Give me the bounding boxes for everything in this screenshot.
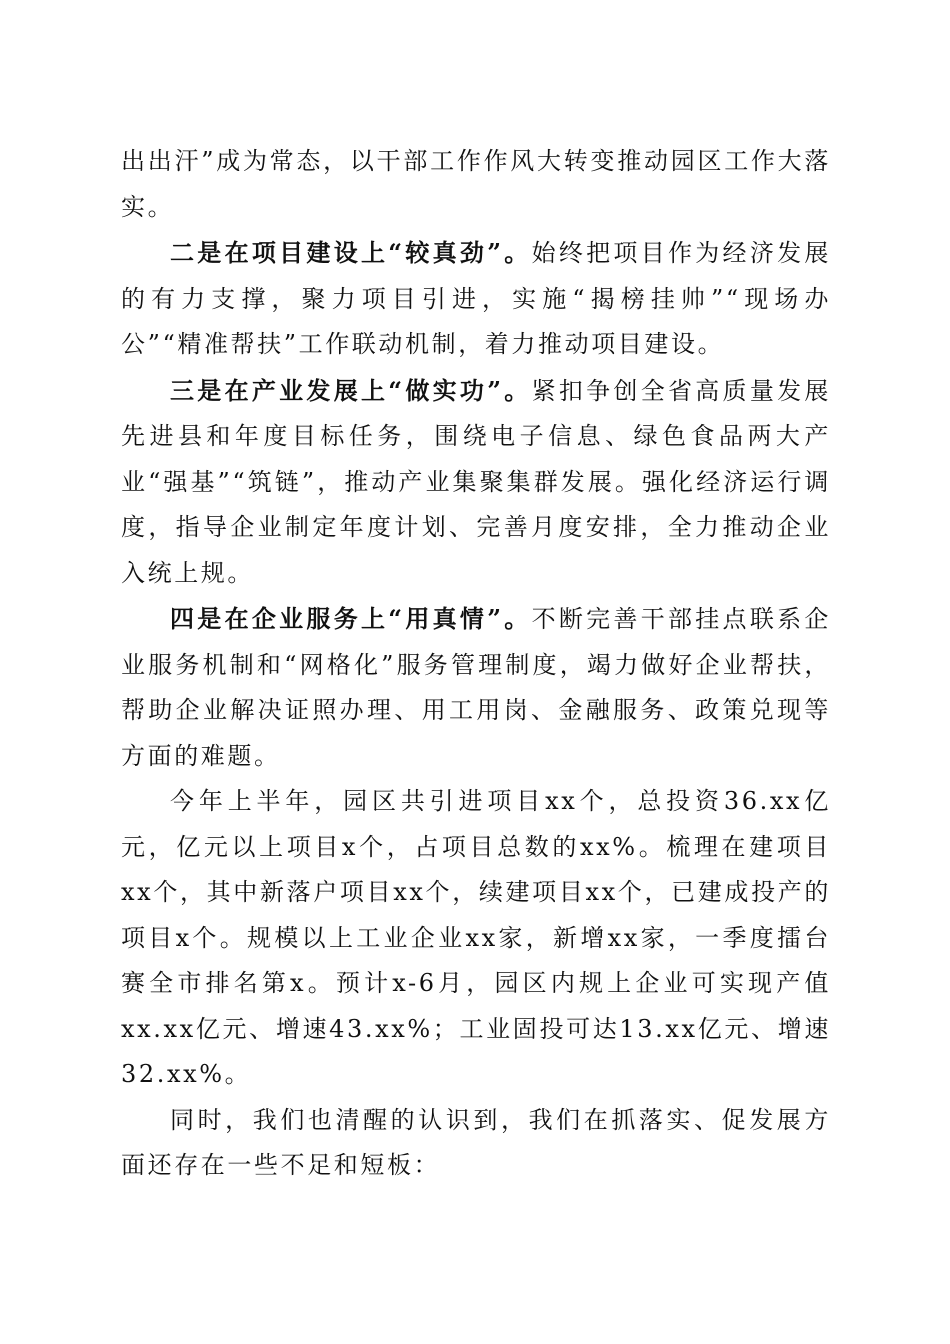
- paragraph-half-year-results: [121, 779, 831, 1098]
- paragraph-text: 始终把项目作为经济发展的有力支撑，聚力项目引进，实施“揭榜挂帅”“现场办公”“精准帮扶”工作联动机制，着力推动项目建设。: [121, 239, 831, 358]
- paragraph-industry-development: [121, 368, 831, 597]
- paragraph-lead-heading: 四是在企业服务上“用真情”。: [170, 604, 532, 633]
- paragraph-project-construction: [121, 230, 831, 368]
- paragraph-text: 不断完善干部挂点联系企业服务机制和“网格化”服务管理制度，竭力做好企业帮扶，帮助企业解决证照办理、用工用岗、金融服务、政策兑现等方面的难题。: [121, 605, 831, 770]
- paragraph-text: 出出汗”成为常态，以干部工作作风大转变推动园区工作大落实。: [121, 147, 831, 221]
- paragraph-text: 今年上半年，园区共引进项目xx个，总投资36.xx亿元，亿元以上项目x个，占项目总数的xx%。梳理在建项目xx个，其中新落户项目xx个，续建项目xx个，已建成投产的项目x个。规模以上工业企业xx家，新增xx家，一季度擂台赛全市排名第x。预计x-6月，园区内规上企业可实现产值xx.xx亿元、增速43.xx%；工业固投可达13.xx亿元、增速32.xx%。: [121, 787, 831, 1088]
- paragraph-lead-heading: 三是在产业发展上“做实功”。: [170, 375, 532, 405]
- paragraph-shortcomings-intro: [121, 1098, 831, 1189]
- paragraph-text: 同时，我们也清醒的认识到，我们在抓落实、促发展方面还存在一些不足和短板：: [121, 1105, 831, 1179]
- paragraph-lead-heading: 二是在项目建设上“较真劲”。: [170, 238, 532, 267]
- paragraph-continuation: [121, 139, 831, 230]
- paragraph-enterprise-service: [121, 596, 831, 779]
- paragraph-text: 紧扣争创全省高质量发展先进县和年度目标任务，围绕电子信息、绿色食品两大产业“强基”“筑链”，推动产业集聚集群发展。强化经济运行调度，指导企业制定年度计划、完善月度安排，全力推动企业入统上规。: [121, 376, 831, 587]
- document-body: [121, 139, 831, 1189]
